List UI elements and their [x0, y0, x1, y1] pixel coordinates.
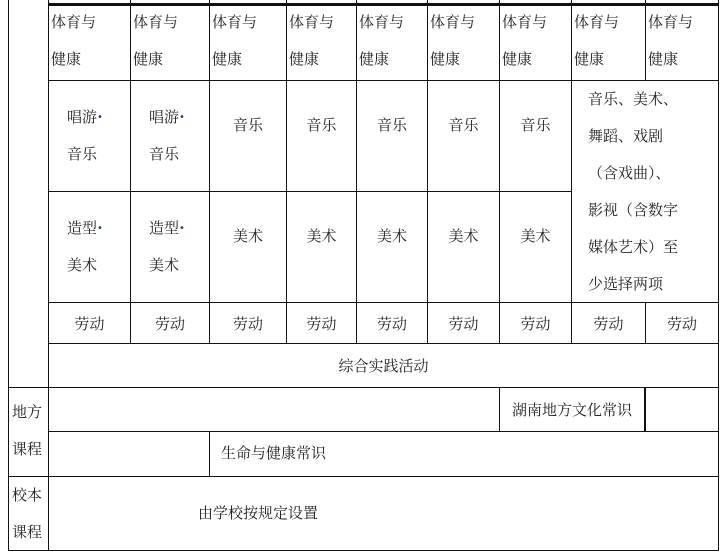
- school-course-text: 由学校按规定设置: [198, 504, 319, 522]
- art-combined-line1: 造型•: [67, 219, 103, 237]
- art-label: 美术: [448, 226, 479, 245]
- separator-dot: •: [179, 112, 185, 123]
- labor-cell: [356, 302, 428, 344]
- pe-health-cell: [286, 5, 357, 81]
- labor-label: 劳动: [306, 314, 337, 333]
- local-course-header-line2: 课程: [12, 440, 43, 458]
- pe-health-cell: [130, 5, 210, 81]
- left-header-cell: [8, 0, 49, 388]
- pe-health-cell: [499, 5, 572, 81]
- pe-health-label: 体育与健康: [133, 13, 179, 68]
- pe-health-cell: [48, 5, 131, 81]
- separator-dot: •: [97, 112, 103, 123]
- art-cell: [48, 191, 131, 303]
- music-label: 音乐: [376, 115, 407, 134]
- labor-cell: [645, 302, 719, 344]
- practice-activity-cell: [48, 343, 719, 388]
- school-course-header-line1: 校本: [12, 486, 43, 504]
- labor-label: 劳动: [593, 314, 624, 333]
- art-label: 美术: [306, 226, 337, 245]
- music-cell: [209, 80, 287, 192]
- music-label: 音乐: [306, 115, 337, 134]
- art-label: 美术: [520, 226, 551, 245]
- pe-health-cell: [645, 5, 719, 81]
- labor-label: 劳动: [448, 314, 479, 333]
- arts-elective-line: 少选择两项: [588, 275, 664, 293]
- hunan-culture-label: 湖南地方文化常识: [511, 401, 632, 419]
- hunan-culture-cell: [499, 387, 646, 432]
- school-course-cell: [48, 476, 719, 551]
- art-cell: [286, 191, 357, 303]
- pe-health-label: 体育与健康: [51, 13, 97, 68]
- school-course-header: [8, 476, 49, 551]
- labor-cell: [48, 302, 131, 344]
- pe-health-label: 体育与健康: [212, 13, 258, 68]
- arts-elective-line: 音乐、美术、: [588, 90, 679, 108]
- arts-elective-line: 舞蹈、戏剧: [588, 127, 664, 145]
- pe-health-label: 体育与健康: [648, 13, 694, 68]
- pe-health-cell: [209, 5, 287, 81]
- practice-activity-label: 综合实践活动: [338, 357, 429, 375]
- labor-label: 劳动: [520, 314, 551, 333]
- pe-health-label: 体育与健康: [502, 13, 548, 68]
- pe-health-label: 体育与健康: [574, 13, 620, 68]
- life-health-cell: [209, 431, 719, 477]
- art-label: 美术: [232, 226, 263, 245]
- pe-health-cell: [356, 5, 428, 81]
- labor-cell: [130, 302, 210, 344]
- music-combined-line2: 音乐: [67, 145, 98, 163]
- labor-cell: [571, 302, 646, 344]
- pe-health-label: 体育与健康: [430, 13, 476, 68]
- labor-cell: [209, 302, 287, 344]
- music-cell: [356, 80, 428, 192]
- music-combined-line1: 唱游•: [67, 108, 103, 126]
- arts-elective-line: 媒体艺术）至: [588, 238, 679, 256]
- music-cell: [499, 80, 572, 192]
- arts-elective-line: （含戏曲）、: [588, 164, 671, 182]
- music-cell: [48, 80, 131, 192]
- music-cell: [286, 80, 357, 192]
- art-combined-line2: 美术: [149, 256, 180, 274]
- pe-health-label: 体育与健康: [359, 13, 405, 68]
- labor-label: 劳动: [154, 314, 185, 333]
- pe-health-cell: [427, 5, 500, 81]
- pe-health-label: 体育与健康: [289, 13, 335, 68]
- art-cell: [130, 191, 210, 303]
- labor-cell: [499, 302, 572, 344]
- separator-dot: •: [179, 223, 185, 234]
- music-label: 音乐: [232, 115, 263, 134]
- empty-cell: [48, 387, 500, 432]
- arts-elective-line: 影视（含数字: [588, 201, 679, 219]
- local-course-header-line1: 地方: [12, 403, 43, 421]
- art-label: 美术: [376, 226, 407, 245]
- pe-health-cell: [571, 5, 646, 81]
- music-combined-line2: 音乐: [149, 145, 180, 163]
- music-cell: [130, 80, 210, 192]
- labor-label: 劳动: [74, 314, 105, 333]
- labor-label: 劳动: [666, 314, 697, 333]
- empty-cell: [645, 387, 719, 432]
- separator-dot: •: [97, 223, 103, 234]
- local-course-header: [8, 387, 49, 477]
- labor-label: 劳动: [376, 314, 407, 333]
- life-health-label: 生命与健康常识: [221, 444, 327, 462]
- art-cell: [209, 191, 287, 303]
- art-cell: [427, 191, 500, 303]
- empty-cell: [48, 431, 210, 477]
- art-cell: [356, 191, 428, 303]
- labor-cell: [427, 302, 500, 344]
- art-cell: [499, 191, 572, 303]
- music-label: 音乐: [448, 115, 479, 134]
- school-course-header-line2: 课程: [12, 523, 43, 541]
- music-label: 音乐: [520, 115, 551, 134]
- music-cell: [427, 80, 500, 192]
- art-combined-line2: 美术: [67, 256, 98, 274]
- labor-label: 劳动: [232, 314, 263, 333]
- arts-elective-cell: [571, 80, 719, 303]
- art-combined-line1: 造型•: [149, 219, 185, 237]
- labor-cell: [286, 302, 357, 344]
- music-combined-line1: 唱游•: [149, 108, 185, 126]
